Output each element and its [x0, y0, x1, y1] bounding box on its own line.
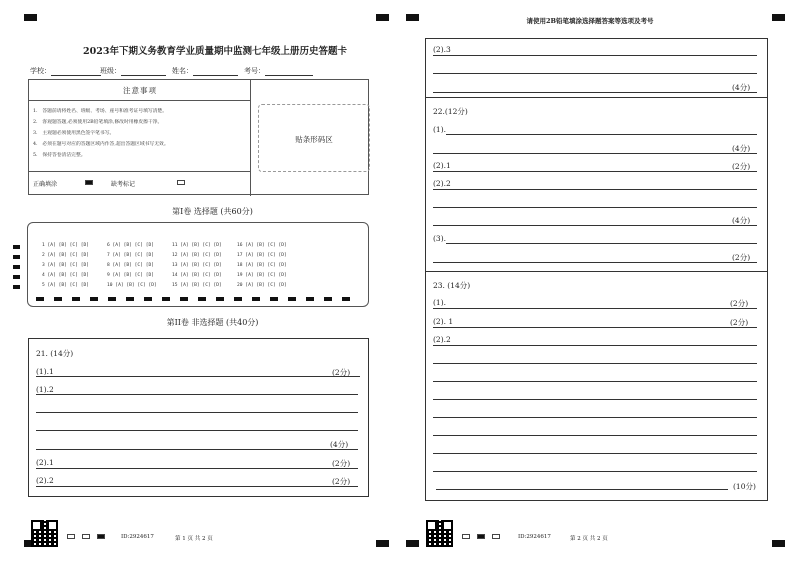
answer-line[interactable]	[36, 394, 358, 395]
answer-line[interactable]	[433, 435, 757, 436]
q22-3-label: (3).	[433, 234, 447, 243]
answer-line[interactable]	[433, 453, 757, 454]
correct-fill-label: 正确填涂	[33, 181, 58, 188]
q21-1-1-score: (2分)	[332, 368, 351, 377]
timing-mark	[90, 297, 98, 301]
notice-title: 注意事项	[123, 86, 157, 95]
answer-line[interactable]	[433, 55, 757, 56]
answer-line[interactable]	[36, 430, 358, 431]
timing-mark	[72, 297, 80, 301]
answer-line[interactable]	[36, 412, 358, 413]
choice-question[interactable]: 16 [A] [B] [C] [D]	[237, 243, 287, 248]
q23-2-1-label: (2). 1	[433, 317, 454, 326]
choice-question[interactable]: 5 [A] [B] [C] [D]	[42, 283, 90, 288]
q22-3-score: (2分)	[732, 253, 751, 262]
page-marker	[97, 534, 105, 539]
rule-5: 5. 保持答卷清洁完整。	[33, 153, 86, 158]
timing-mark	[13, 265, 20, 269]
answer-line[interactable]	[36, 468, 358, 469]
timing-mark	[126, 297, 134, 301]
choice-question[interactable]: 11 [A] [B] [C] [D]	[172, 243, 222, 248]
timing-mark	[198, 297, 206, 301]
rule-2: 2. 客观题答题,必须使用2B铅笔填涂,修改时用橡皮擦干净。	[33, 120, 163, 125]
corner-mark	[406, 14, 419, 21]
choice-question[interactable]: 20 [A] [B] [C] [D]	[237, 283, 287, 288]
answer-line[interactable]	[36, 376, 360, 377]
timing-mark	[270, 297, 278, 301]
q21-2-2-score: (2分)	[332, 477, 351, 486]
timing-mark	[13, 255, 20, 259]
corner-mark	[376, 14, 389, 21]
answer-line[interactable]	[433, 225, 757, 226]
timing-mark	[13, 275, 20, 279]
q21-1-2-score: (4分)	[330, 440, 349, 449]
q23-2-1-score: (2分)	[730, 318, 749, 327]
answer-line[interactable]	[433, 308, 757, 309]
q22-2-1-label: (2).1	[433, 161, 451, 170]
choice-question[interactable]: 17 [A] [B] [C] [D]	[237, 253, 287, 258]
choice-question[interactable]: 6 [A] [B] [C] [D]	[107, 243, 155, 248]
corner-mark	[24, 14, 37, 21]
answer-line[interactable]	[433, 92, 757, 93]
timing-mark	[324, 297, 332, 301]
page-marker	[67, 534, 75, 539]
timing-mark	[288, 297, 296, 301]
answer-line[interactable]	[433, 471, 757, 472]
timing-mark	[162, 297, 170, 301]
choice-question[interactable]: 19 [A] [B] [C] [D]	[237, 273, 287, 278]
q21-2-1-label: (2).1	[36, 458, 54, 467]
timing-mark	[54, 297, 62, 301]
q23-1-score: (2分)	[730, 299, 749, 308]
timing-mark	[13, 285, 20, 289]
q22-2-1-score: (2分)	[732, 162, 751, 171]
q22-2-2-label: (2).2	[433, 179, 451, 188]
school-field[interactable]	[30, 66, 101, 76]
name-label: 姓名：	[172, 67, 193, 75]
q21-box	[28, 338, 369, 497]
page-marker	[462, 534, 470, 539]
answer-line[interactable]	[36, 449, 358, 450]
q20-2-3-label: (2).3	[433, 45, 451, 54]
answer-line[interactable]	[433, 327, 757, 328]
q21-1-2-label: (1).2	[36, 385, 54, 394]
q22-heading: 22.(12分)	[433, 107, 468, 116]
page-title: 2023年下期义务教育学业质量期中监测七年级上册历史答题卡	[83, 46, 347, 57]
timing-mark	[342, 297, 350, 301]
footer-id: ID:2924617	[121, 534, 154, 540]
footer-id: ID:2924617	[518, 534, 551, 540]
answer-line[interactable]	[433, 381, 757, 382]
timing-mark	[108, 297, 116, 301]
choice-question[interactable]: 1 [A] [B] [C] [D]	[42, 243, 90, 248]
choice-question[interactable]: 18 [A] [B] [C] [D]	[237, 263, 287, 268]
corner-mark	[376, 540, 389, 547]
barcode-label: 贴条形码区	[295, 135, 333, 144]
corner-mark	[772, 540, 785, 547]
answer-line[interactable]	[433, 399, 757, 400]
timing-mark	[180, 297, 188, 301]
timing-mark	[36, 297, 44, 301]
exam-number-field[interactable]	[244, 66, 313, 76]
page-marker	[477, 534, 485, 539]
footer-page: 第 2 页 共 2 页	[570, 536, 608, 542]
class-label: 班级：	[100, 67, 121, 75]
answer-line[interactable]	[433, 345, 757, 346]
absent-mark-box[interactable]	[177, 180, 185, 185]
timing-mark	[252, 297, 260, 301]
choice-question[interactable]: 10 [A] [B] [C] [D]	[107, 283, 157, 288]
q23-heading: 23. (14分)	[433, 281, 471, 290]
choice-question[interactable]: 3 [A] [B] [C] [D]	[42, 263, 90, 268]
timing-mark	[234, 297, 242, 301]
answer-line[interactable]	[433, 189, 757, 190]
q21-heading: 21. (14分)	[36, 349, 74, 358]
choice-question[interactable]: 12 [A] [B] [C] [D]	[172, 253, 222, 258]
q23-2-2-score: (10分)	[733, 482, 756, 491]
q21-1-1-label: (1).1	[36, 367, 54, 376]
answer-line[interactable]	[433, 153, 757, 154]
answer-line[interactable]	[36, 486, 358, 487]
q21-2-2-label: (2).2	[36, 476, 54, 485]
section1-title: 第I卷 选择题 (共60分)	[172, 207, 253, 216]
correct-fill-sample	[85, 180, 93, 185]
notice-box	[28, 79, 369, 195]
timing-mark	[13, 245, 20, 249]
page-marker	[492, 534, 500, 539]
q22-2-2-score: (4分)	[732, 216, 751, 225]
corner-mark	[772, 14, 785, 21]
answer-line[interactable]	[436, 489, 728, 490]
choice-question[interactable]: 7 [A] [B] [C] [D]	[107, 253, 155, 258]
school-label: 学校：	[30, 67, 51, 75]
rule-3: 3. 主观题必须使用黑色签字笔书写。	[33, 131, 115, 136]
timing-mark	[216, 297, 224, 301]
answer-line[interactable]	[446, 243, 757, 244]
name-field[interactable]	[172, 66, 238, 76]
page2-header-note: 请使用2B铅笔填涂选择题答案等选项及考号	[526, 17, 654, 25]
answer-line[interactable]	[446, 134, 757, 135]
rule-1: 1. 答题前请将姓名、班级、考场、座号和准考证号填写清楚。	[33, 109, 168, 114]
choice-question[interactable]: 13 [A] [B] [C] [D]	[172, 263, 222, 268]
q21-2-1-score: (2分)	[332, 459, 351, 468]
qr-code	[31, 520, 58, 547]
timing-mark	[306, 297, 314, 301]
choice-question[interactable]: 14 [A] [B] [C] [D]	[172, 273, 222, 278]
timing-mark	[144, 297, 152, 301]
choice-question[interactable]: 8 [A] [B] [C] [D]	[107, 263, 155, 268]
section2-title: 第II卷 非选择题 (共40分)	[166, 318, 259, 327]
qr-code	[426, 520, 453, 547]
answer-line[interactable]	[433, 417, 757, 418]
answer-line[interactable]	[433, 262, 757, 263]
q22-1-label: (1).	[433, 125, 447, 134]
q22-1-score: (4分)	[732, 144, 751, 153]
q23-2-2-label: (2).2	[433, 335, 451, 344]
choice-question[interactable]: 9 [A] [B] [C] [D]	[107, 273, 155, 278]
class-field[interactable]	[100, 66, 166, 76]
absent-mark-label: 缺考标记	[111, 181, 136, 188]
choice-question[interactable]: 2 [A] [B] [C] [D]	[42, 253, 90, 258]
exam-number-label: 考号：	[244, 67, 265, 75]
q20-2-3-score: (4分)	[732, 83, 751, 92]
answer-line[interactable]	[433, 171, 757, 172]
choice-question[interactable]: 4 [A] [B] [C] [D]	[42, 273, 90, 278]
rule-4: 4. 必须在题号对应的答题区域内作答,超出答题区域书写无效。	[33, 142, 169, 147]
choice-question[interactable]: 15 [A] [B] [C] [D]	[172, 283, 222, 288]
answer-line[interactable]	[433, 363, 757, 364]
answer-line[interactable]	[433, 207, 757, 208]
corner-mark	[406, 540, 419, 547]
footer-page: 第 1 页 共 2 页	[175, 536, 213, 542]
q23-1-label: (1).	[433, 298, 447, 307]
answer-line[interactable]	[433, 73, 757, 74]
page-marker	[82, 534, 90, 539]
answer-frame	[425, 38, 768, 501]
